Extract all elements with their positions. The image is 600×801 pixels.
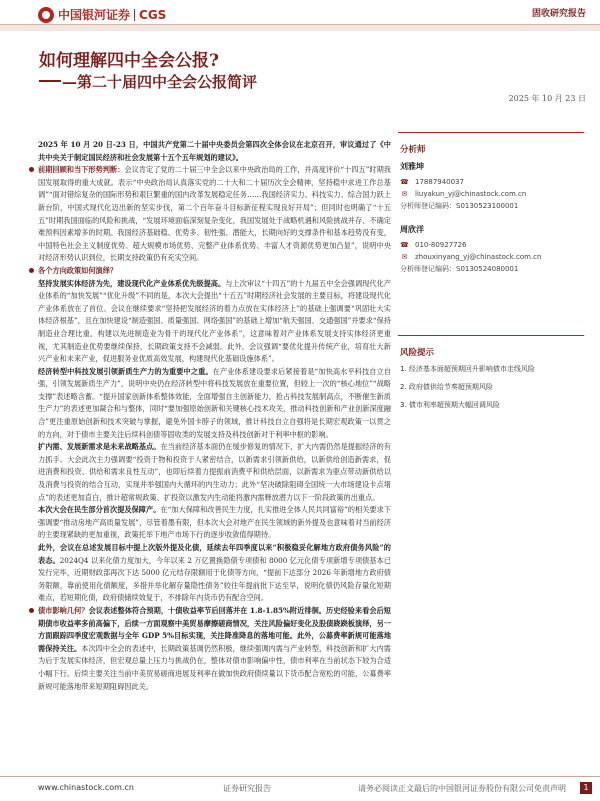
- para-tech-heading: 经济转型中科技发展引领新质生产力的为重要中之重。: [38, 366, 213, 376]
- analyst-name: 周欣洋: [400, 225, 424, 234]
- sidebar-top-rule: [398, 132, 584, 133]
- email-icon: ✉: [401, 253, 408, 261]
- bullet-bond-bold-text: 会议表述整体符合预期，十债收益率节后回落并在 1.8-1.85%附近徘徊。历史经验来看会后短期债市收益率多前高偏下，后续一方面观察中美贸易摩擦磋商情况，关注风险偏好变化及股债跷跷板演绎，另一方面跟踪四季度宏观数据与全年 GDP 5%目标实现，关注降准降息的落地可能。此外，公募费率新规可能落地需保持关注。: [38, 605, 391, 653]
- sidebar: [398, 132, 584, 418]
- analyst-cert: [400, 263, 584, 275]
- report-header: [0, 0, 600, 26]
- para-demand: [38, 441, 391, 504]
- analyst-section-title: 分析师: [400, 145, 426, 155]
- intro-text: 2025 年 10 月 20 日-23 日，中国共产党第二十届中央委员会第四次全体会议在北京召开，审议通过了《中共中央关于制定国民经济和社会发展第十五个五年规划的建议》。: [38, 140, 391, 162]
- para-debt: [38, 542, 391, 605]
- risk-section-title: 风险提示: [400, 348, 435, 358]
- report-subtitle: —第二十届四中全会公报简评: [62, 73, 258, 91]
- risk-item: 3. 债市利率超预期大幅回调风险: [400, 401, 500, 409]
- bullet-policy-heading: 各个方向政策如何演绎？: [38, 265, 118, 275]
- analyst-phone-text: 010-80927726: [415, 241, 467, 249]
- analyst-email[interactable]: [400, 251, 584, 263]
- analyst-name: 刘雅坤: [400, 162, 424, 171]
- report-title: 如何理解四中全会公报?: [39, 51, 219, 71]
- para-tech: [38, 366, 391, 442]
- analyst-email-text[interactable]: liuyakun_yj@chinastock.com.cn: [415, 190, 527, 198]
- analyst-phone: [400, 176, 584, 188]
- analyst-cert: [400, 200, 584, 212]
- logo-chinese-name: 中国银河证券: [58, 8, 131, 22]
- subtitle-dash: [39, 80, 61, 82]
- footer-url[interactable]: www.chinastock.com.cn: [38, 783, 134, 792]
- bullet-review: [38, 164, 391, 265]
- bullet-bond-text: 本次四中全会的表述中，长期政策基调仍然积极，继续强调内需与产业转型，科技创新和扩大内需为后于发展实体经济，但宏观总量上压力与挑战仍在，整体对债市影响偏中性，债市利率在当前状态下较为合适小幅下行。后续主要关注当前中美贸易磋商进展及利率在做加快政府债续量以下货币配合宽松的可能，公募费率新规可能落地带来短期阻碍因此关。: [38, 643, 391, 691]
- bullet-policy: [38, 265, 391, 278]
- logo-separator: [134, 9, 135, 21]
- para-demand-heading: 扩内需、发展新需求是未来战略基点。: [38, 442, 161, 452]
- para-industry: [38, 278, 391, 366]
- para-industry-heading: 坚持发展实体经济为先，建设现代化产业体系优先级提高。: [38, 278, 226, 288]
- logo-mark-icon: [38, 7, 54, 23]
- report-date: 2025 年 10 月 23 日: [508, 94, 586, 103]
- para-property: [38, 504, 391, 542]
- email-icon: ✉: [401, 190, 408, 198]
- report-body: [38, 139, 391, 693]
- bullet-review-heading: 前期回顾和当下形势判断：: [38, 165, 125, 175]
- page-footer: [0, 776, 600, 801]
- para-property-text: 在“加大保障和改善民生力度，扎实推进全体人民共同富裕”的相关要求下强调要“推动房地产高质量发展”，尽管着墨有限，但本次大会对地产在民生领域的新外提及也意味着对当前经济的主要现紧缺的更加重视，政策托举下地产市场下行的逐步收敛值得期待。: [38, 505, 391, 540]
- bullet-bond-impact: [38, 605, 391, 693]
- analyst-cert-text: 分析师登记编码：S0130524080001: [400, 265, 519, 273]
- analyst-phone: [400, 239, 584, 251]
- analyst-email-text[interactable]: zhouxinyang_yj@chinastock.com.cn: [415, 253, 542, 261]
- logo-english-name: CGS: [139, 7, 167, 22]
- analyst-cert-text: 分析师登记编码：S0130523100001: [400, 202, 519, 210]
- para-debt-text: 2024Q4 以来化债力度加大，今年以来 2 万亿置换隐债专项债和 8000 亿元化债专项新增专项债基本已发行完毕，近期财政部再次下达 5000 亿元结存限额用于化债等方向，“提前下达部分 2026 年新增地方政府债务限额，靠前使用化债额度，多措并举化解存量隐性债务”较往年提前批下达至早，说明化债仍风险存量化短期难点，若短期化债，政府债储续效复于，不排除年内货币仍有配合空间。: [38, 555, 391, 603]
- footer-disclaimer: 请务必阅读正文最后的中国银河证券股份有限公司免责声明: [358, 784, 566, 793]
- para-industry-text: 与上次审议“十四五”的十九届五中全会强调现代化产业体系的“加快发展”“优化升级”不同的是，本次大会提出“十五五”时期经济社会发展的主要目标，将建设现代化产业体系放在了首位。会议在继续要求“坚持把发展经济的着力点放在实体经济上”的基础上强调要“巩固壮大实体经济根基”，且在加快建设“制造强国、质量强国、网络强国”的基础上增加“航天强国、交通强国”并要求“保持制造业合理比重，构建以先进制造业为骨干的现代化产业体系”，这意味着对产业体系发展支持实体经济更重视，尤其制造业优势要继续保持，长期政策支持不会减弱。此外，会议强调“要优化提升传统产业，培育壮大新兴产业和未来产业，促进服务业优质高效发展，构建现代化基础设施体系”。: [38, 278, 391, 364]
- para-demand-text: 在当前经济基本面仍在缓步修复的情况下，扩大内需仍然是提振经济的有力抓手。大会此次主力强调要“投资于物和投资于人紧密结合，以新需求引领新供给，以新供给创造新需求，促进消费和投资、供给和需求良性互动”，也即后续着力提振前消费平和供给层面，以新需求为驱点带动新供给以及消费与投资的结合互动，实现并举强国内大循环的内生动力；此外“坚决破除阻碍全国统一大市场建设卡点堵点”的表述更加直白，推计超常规政策、扩投资以激发内生动能将激内需释放潜力以下一阶段政策的出重点。: [38, 442, 391, 502]
- risk-item: 1. 经济基本面超预期回升影响债市走线风险: [400, 365, 535, 373]
- analyst-email[interactable]: [400, 188, 584, 200]
- phone-icon: ☎: [400, 241, 409, 249]
- footer-label: 证券研究报告: [223, 784, 271, 793]
- para-property-heading: 本次大会在民生部分首次提及保障产。: [38, 505, 161, 515]
- page-number: 1: [580, 782, 592, 794]
- document-type: 固收研究报告: [531, 9, 586, 19]
- phone-icon: ☎: [400, 178, 409, 186]
- header-band: [0, 25, 600, 31]
- para-debt-heading: 此外，会议在总述发展目标中提上次版外提及化债，延续去年四季度以来“积极稳妥化解地方政府债务风险”的表态。: [38, 543, 391, 565]
- intro-paragraph: [38, 139, 391, 164]
- company-logo: [38, 6, 166, 23]
- analyst-phone-text: 17887940037: [415, 178, 464, 186]
- risk-item: 2. 政府债供给节奏超预期风险: [400, 383, 493, 391]
- risk-top-rule: [398, 335, 584, 336]
- bullet-review-text: 会议肯定了党的二十届三中全会以来中央政治局的工作，并高度评价“十四五”时期我国发展取得的重大成就。表示“中央政治局认真落实党的二十大和二十届历次全会精神，坚持稳中求进工作总基调”“面对错综复杂的国际形势和艰巨繁重的国内改革发展稳定任务……我国经济实力、科技实力、综合国力跃上新台阶，中国式现代化迈出新的坚实步伐，第二个百年奋斗目标新征程实现良好开局”；但同时也明确了“十五五”时期我国面临的风险和挑战，“发展环境面临深刻复杂变化，我国发展处于战略机遇和风险挑战并存、不确定难预料因素增多的时期。我国经济基础稳、优势多、韧性强、潜能大，长期向好的支撑条件和基本趋势没有变，中国特色社会主义制度优势、超大规模市场优势、完整产业体系优势、丰富人才资源优势更加凸显”，说明中央对经济形势认识到位，长期支持政策仍有充实空间。: [38, 165, 391, 263]
- bullet-bond-heading: 债市影响几何？: [38, 605, 89, 615]
- para-tech-text: 在产业体系建设要求后紧接着是“加快高水平科技自立自强，引领发展新质生产力”，说明中央仍在经济转型中将科技发展放在重要位置，但较上一次的“核心地位”“战略支撑”表述略含蓄。“提升国家创新体系整体效能，全面增强自主创新能力，抢占科技发展制高点，不断催生新质生产力”的表述更加凝合和与整体，同时“要加强原始创新和关键核心技术攻关，推动科技创新和产业创新深度融合”更注重原始创新和技术突破与掌握，避免外国卡脖子的领域，推计科技自立自强将是长期宏观政策一以贯之的方向，对于债市主要关注后续科创债等固收类的发展支持及科技创新对于利率中枢的影响。: [38, 366, 391, 439]
